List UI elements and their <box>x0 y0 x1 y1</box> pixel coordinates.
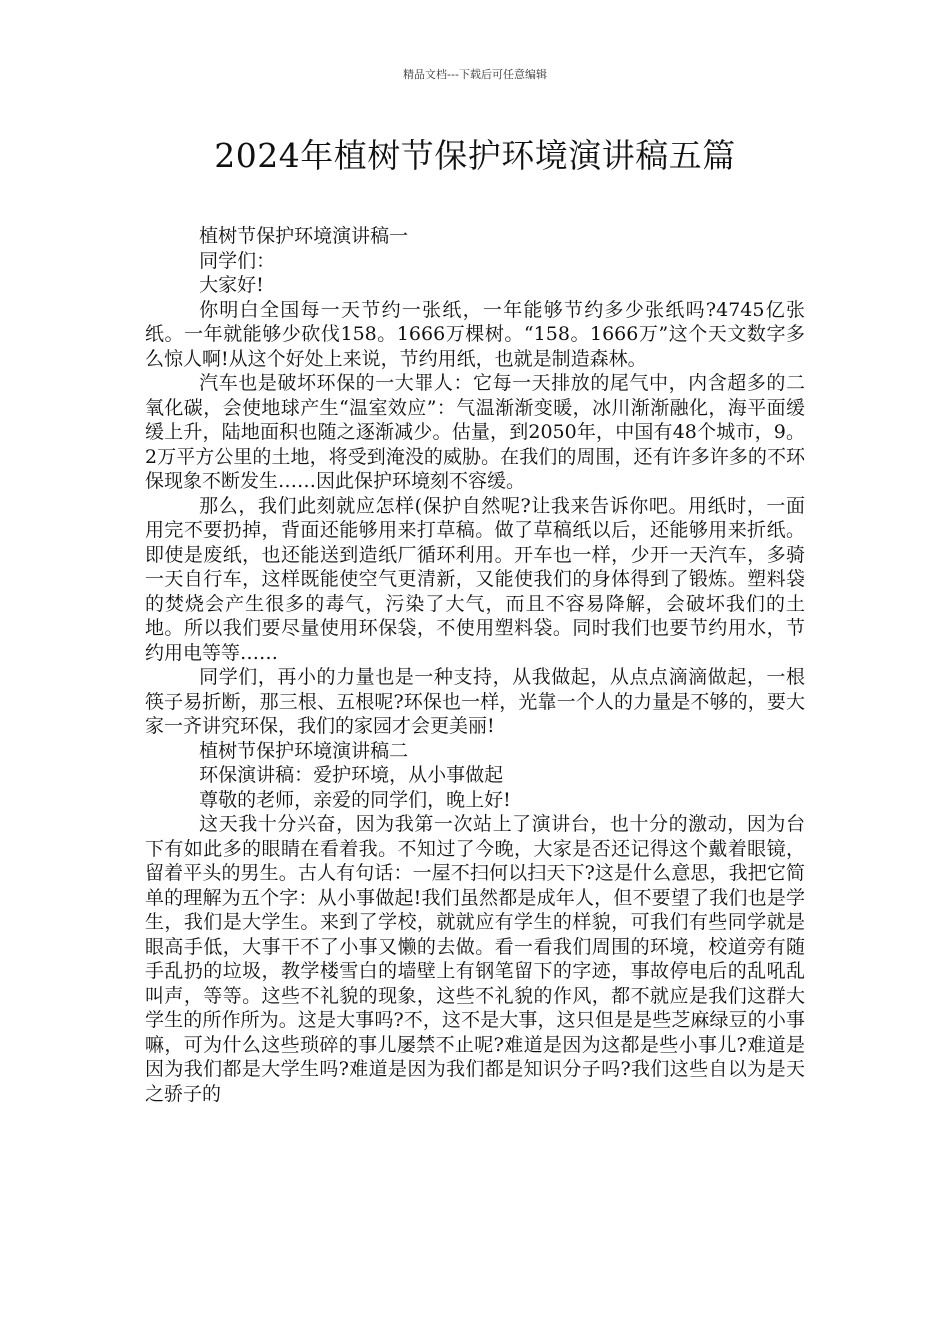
section-heading-2: 植树节保护环境演讲稿二 <box>199 739 409 762</box>
document-title: 2024年植树节保护环境演讲稿五篇 <box>214 136 736 175</box>
paragraph: 汽车也是破坏环保的一大罪人：它每一天排放的尾气中，内含超多的二氧化碳，会使地球产生“温室效应”：气温渐渐变暖，冰川渐渐融化，海平面缓缓上升，陆地面积也随之逐渐减少。估量，到2050年，中国有48个城市，9。2万平方公里的土地，将受到淹没的威胁。在我们的周围，还有许多许多的不环保现象不断发生……因此保护环境刻不容缓。 <box>145 372 805 492</box>
paragraph: 你明白全国每一天节约一张纸，一年能够节约多少张纸吗?4745亿张纸。一年就能够少砍伐158。1666万棵树。“158。1666万”这个天文数字多么惊人啊!从这个好处上来说，节约用纸，也就是制造森林。 <box>145 298 805 370</box>
greeting: 尊敬的老师，亲爱的同学们，晚上好! <box>199 788 511 811</box>
greeting: 大家好! <box>199 274 264 296</box>
paragraph: 同学们，再小的力量也是一种支持，从我做起，从点点滴滴做起，一根筷子易折断，那三根、五根呢?环保也一样，光靠一个人的力量是不够的，要大家一齐讲究环保，我们的家园才会更美丽! <box>145 666 805 737</box>
paragraph: 那么，我们此刻就应怎样(保护自然呢?让我来告诉你吧。用纸时，一面用完不要扔掉，背面还能够用来打草稿。做了草稿纸以后，还能够用来折纸。即使是废纸，也还能送到造纸厂循环利用。开车也一样，少开一天汽车，多骑一天自行车，这样既能使空气更清新，又能使我们的身体得到了锻炼。塑料袋的焚烧会产生很多的毒气，污染了大气，而且不容易降解，会破坏我们的土地。所以我们要尽量使用环保袋，不使用塑料袋。同时我们也要节约用水，节约用电等等…… <box>145 494 805 664</box>
salutation: 同学们： <box>199 249 276 272</box>
section-heading-1: 植树节保护环境演讲稿一 <box>199 225 409 247</box>
header-note: 精品文档---下载后可任意编辑 <box>403 68 547 81</box>
paragraph: 这天我十分兴奋，因为我第一次站上了演讲台，也十分的激动，因为台下有如此多的眼睛在看着我。不知过了今晚，大家是否还记得这个戴着眼镜，留着平头的男生。古人有句话：一屋不扫何以扫天下?这是什么意思，我把它简单的理解为五个字：从小事做起!我们虽然都是成年人，但不要望了我们也是学生，我们是大学生。来到了学校，就就应有学生的样貌，可我们有些同学就是眼高手低，大事干不了小事又懒的去做。看一看我们周围的环境，校道旁有随手乱扔的垃圾，教学楼雪白的墙壁上有钢笔留下的字迹，事故停电后的乱吼乱叫声，等等。这些不礼貌的现象，这些不礼貌的作风，都不就应是我们这群大学生的所作所为。这是大事吗?不，这不是大事，这只但是是些芝麻绿豆的小事嘛，可为什么这些琐碎的事儿屡禁不止呢?难道是因为这都是些小事儿?难道是因为我们都是大学生吗?难道是因为我们都是知识分子吗?我们这些自以为是天之骄子的 <box>145 813 805 1105</box>
document-body <box>145 224 805 1106</box>
speech-subtitle: 环保演讲稿：爱护环境，从小事做起 <box>199 764 504 786</box>
